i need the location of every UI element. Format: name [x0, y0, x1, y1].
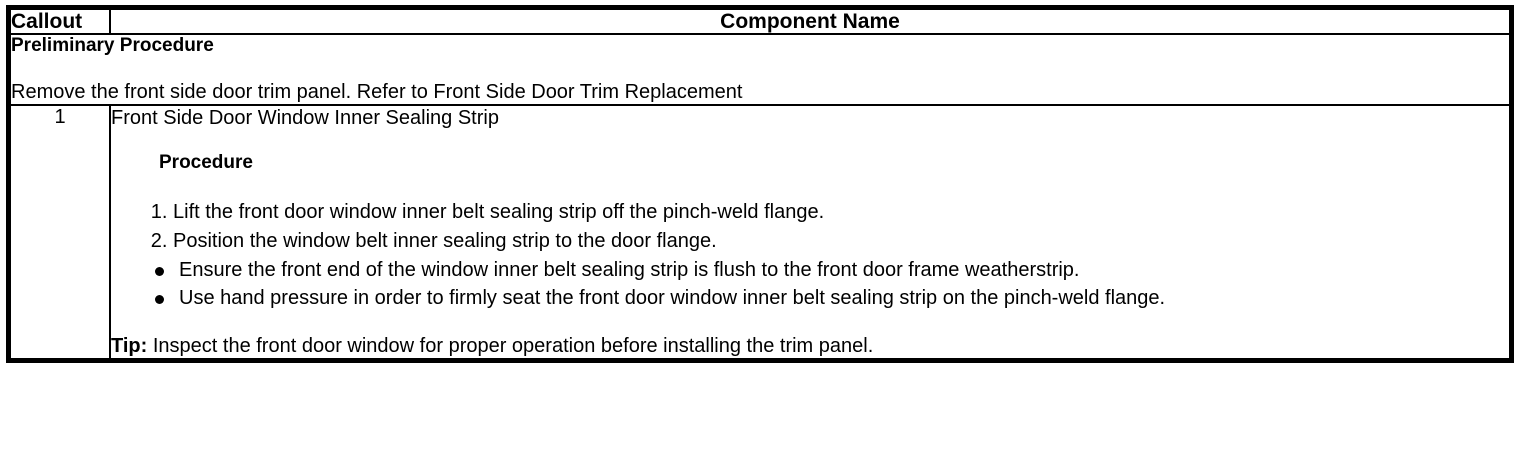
procedure-steps-list	[111, 199, 1509, 255]
table-row	[10, 105, 1510, 359]
header-component-name: Component Name	[110, 9, 1510, 34]
list-item: Ensure the front end of the window inner belt sealing strip is flush to the front door frame weatherstrip.	[153, 257, 1509, 284]
procedure-table-container	[6, 5, 1514, 363]
procedure-label: Procedure	[159, 151, 253, 173]
component-name-text: Front Side Door Window Inner Sealing Strip	[111, 106, 499, 129]
preliminary-procedure-title: Preliminary Procedure	[11, 35, 214, 57]
list-item: 1. Lift the front door window inner belt sealing strip off the pinch-weld flange.	[173, 199, 1509, 226]
procedure-table	[9, 8, 1511, 360]
list-item: Use hand pressure in order to firmly seat the front door window inner belt sealing strip on the pinch-weld flange.	[153, 285, 1509, 312]
callout-number: 1	[10, 105, 110, 359]
procedure-bullet-list	[111, 257, 1509, 312]
list-item: 2. Position the window belt inner sealing strip to the door flange.	[173, 228, 1509, 255]
preliminary-procedure-text: Remove the front side door trim panel. Refer to Front Side Door Trim Replacement	[11, 80, 743, 103]
preliminary-procedure-cell	[10, 34, 1510, 105]
preliminary-procedure-row	[10, 34, 1510, 105]
component-detail-cell	[110, 105, 1510, 359]
tip-note	[111, 334, 1509, 358]
header-callout: Callout	[10, 9, 110, 34]
table-header-row	[10, 9, 1510, 34]
tip-label: Tip:	[111, 334, 148, 357]
tip-text: Inspect the front door window for proper operation before installing the trim panel.	[147, 334, 874, 357]
